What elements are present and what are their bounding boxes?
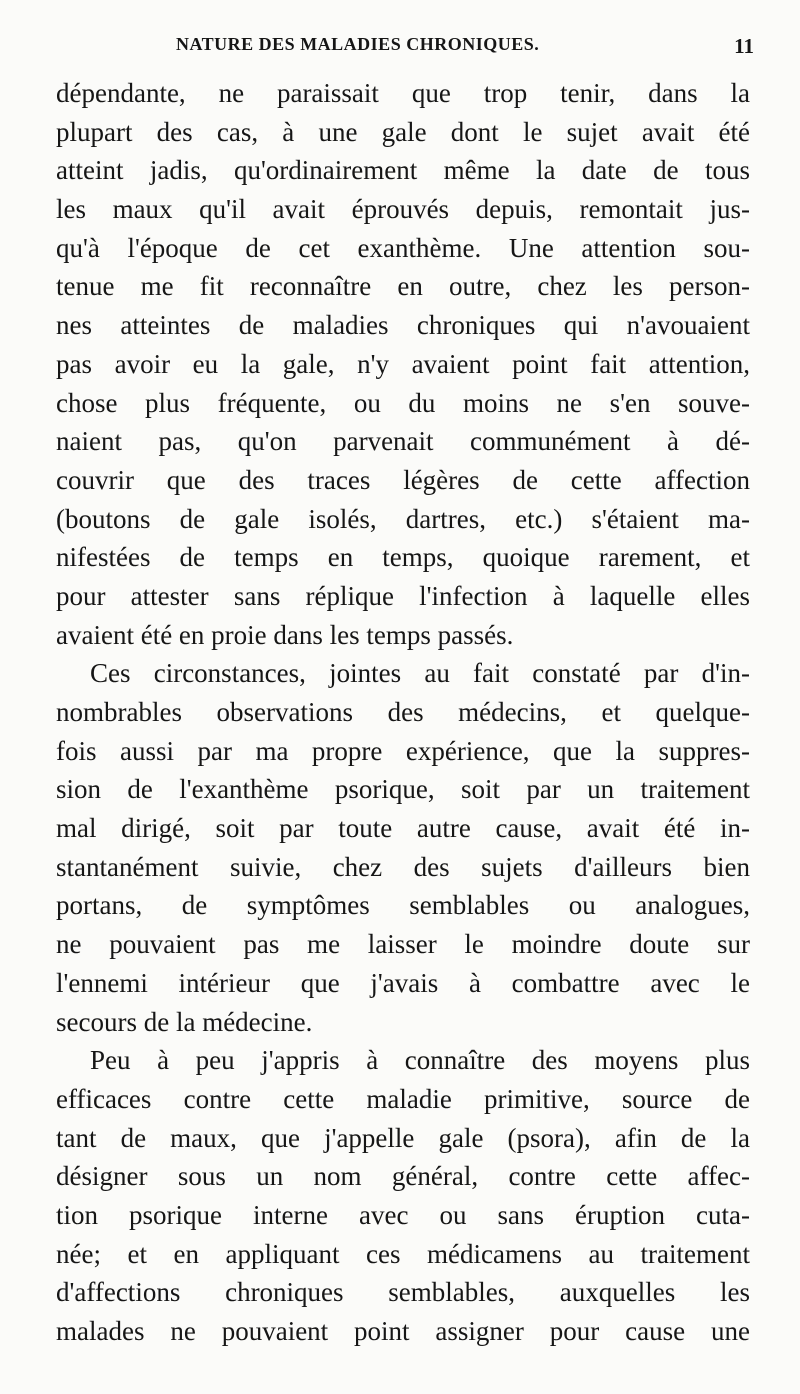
text-line: Ces circonstances, jointes au fait constaté par d'in-	[90, 658, 750, 689]
text-line: naient pas, qu'on parvenait communément à dé-	[56, 426, 750, 457]
text-line: avaient été en proie dans les temps passés.	[56, 619, 514, 650]
text-line: d'affections chroniques semblables, auxquelles les	[56, 1277, 750, 1308]
body-text	[56, 74, 750, 1351]
text-line: chose plus fréquente, ou du moins ne s'en souve-	[56, 387, 750, 418]
text-line: sion de l'exanthème psorique, soit par un traitement	[56, 774, 750, 805]
text-line: (boutons de gale isolés, dartres, etc.) s'étaient ma-	[56, 503, 750, 534]
text-line: tion psorique interne avec ou sans éruption cuta-	[56, 1199, 750, 1230]
text-line: secours de la médecine.	[56, 1006, 313, 1037]
text-line: nifestées de temps en temps, quoique rarement, et	[56, 542, 750, 573]
text-line: mal dirigé, soit par toute autre cause, avait été in-	[56, 813, 750, 844]
text-line: ne pouvaient pas me laisser le moindre doute sur	[56, 929, 750, 960]
text-line: qu'à l'époque de cet exanthème. Une attention sou-	[56, 232, 750, 263]
paragraph-1	[56, 74, 750, 654]
text-line: malades ne pouvaient point assigner pour cause une	[56, 1316, 750, 1346]
text-line: stantanément suivie, chez des sujets d'ailleurs bien	[56, 851, 750, 882]
text-line: désigner sous un nom général, contre cette affec-	[56, 1161, 750, 1192]
text-line: Peu à peu j'appris à connaître des moyens plus	[90, 1045, 750, 1076]
paragraph-3	[56, 1041, 750, 1351]
text-line: efficaces contre cette maladie primitive, source de	[56, 1083, 750, 1114]
page-header	[56, 34, 754, 64]
text-line: pour attester sans réplique l'infection à laquelle elles	[56, 580, 750, 611]
text-line: nes atteintes de maladies chroniques qui n'avouaient	[56, 310, 750, 341]
text-line: les maux qu'il avait éprouvés depuis, remontait jus-	[56, 194, 750, 225]
text-line: l'ennemi intérieur que j'avais à combattre avec le	[56, 967, 750, 998]
text-line: tant de maux, que j'appelle gale (psora), afin de la	[56, 1122, 750, 1153]
running-title: NATURE DES MALADIES CHRONIQUES.	[176, 34, 540, 54]
text-line: couvrir que des traces légères de cette affection	[56, 464, 750, 495]
text-line: pas avoir eu la gale, n'y avaient point fait attention,	[56, 348, 750, 379]
text-line: fois aussi par ma propre expérience, que la suppres-	[56, 735, 750, 766]
text-line: portans, de symptômes semblables ou analogues,	[56, 890, 750, 921]
paragraph-2	[56, 654, 750, 1041]
text-line: née; et en appliquant ces médicamens au traitement	[56, 1238, 750, 1269]
text-line: tenue me fit reconnaître en outre, chez les person-	[56, 271, 750, 302]
text-line: atteint jadis, qu'ordinairement même la date de tous	[56, 155, 750, 186]
text-line: dépendante, ne paraissait que trop tenir, dans la	[56, 78, 750, 108]
text-line: plupart des cas, à une gale dont le sujet avait été	[56, 116, 750, 147]
page-number: 11	[734, 34, 754, 58]
text-line: nombrables observations des médecins, et quelque-	[56, 697, 750, 727]
